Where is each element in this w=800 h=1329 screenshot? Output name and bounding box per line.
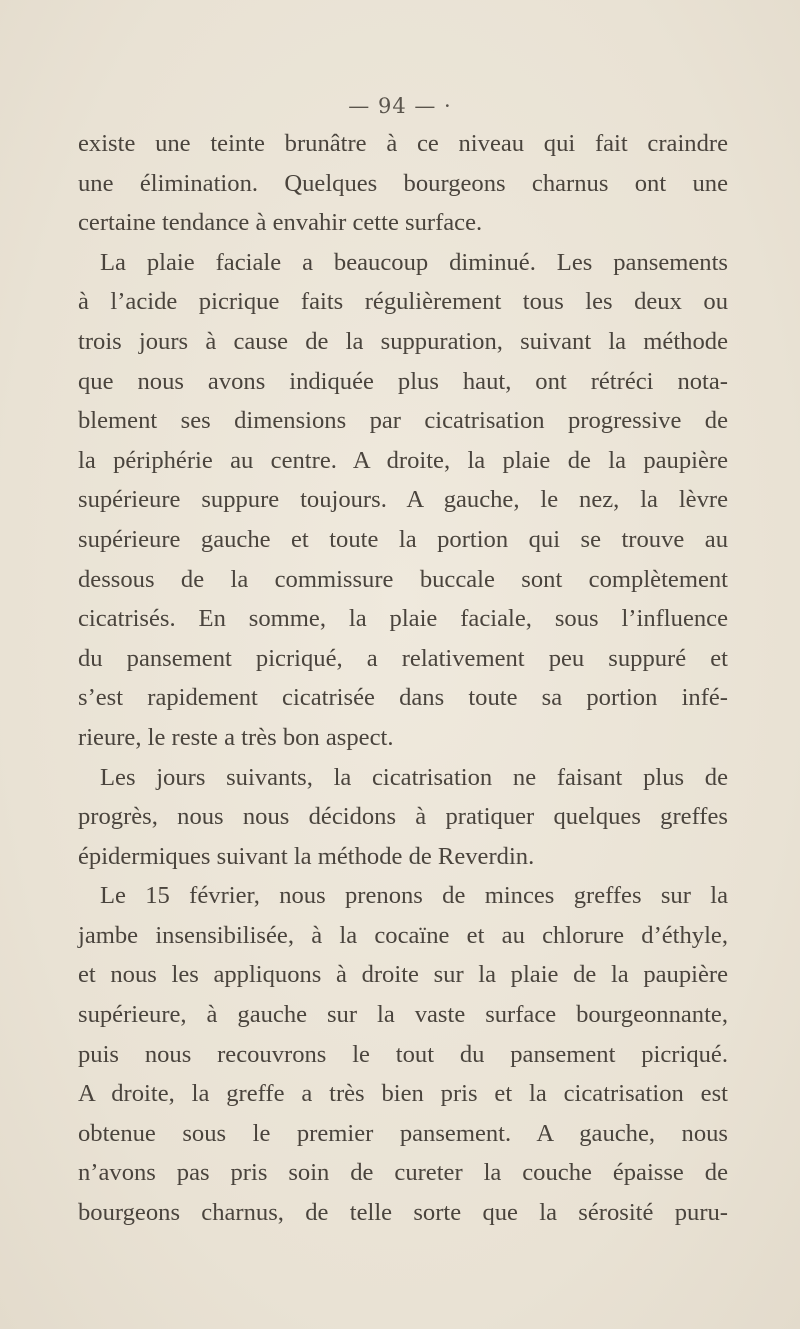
text-line: la périphérie au centre. A droite, la plaie de la paupière: [78, 446, 728, 474]
text-line: Le 15 février, nous prenons de minces greffes sur la: [100, 882, 728, 910]
text-line: dessous de la commissure buccale sont complètement: [78, 565, 728, 593]
text-line: blement ses dimensions par cicatrisation progressive de: [78, 407, 728, 435]
text-line: progrès, nous nous décidons à pratiquer quelques greffes: [78, 803, 728, 831]
text-line: existe une teinte brunâtre à ce niveau qui fait craindre: [78, 130, 728, 157]
text-line: La plaie faciale a beaucoup diminué. Les pansements: [100, 248, 728, 276]
text-line: supérieure suppure toujours. A gauche, le nez, la lèvre: [78, 486, 728, 514]
text-line: obtenue sous le premier pansement. A gauche, nous: [78, 1119, 728, 1147]
text-line: et nous les appliquons à droite sur la plaie de la paupière: [78, 961, 728, 989]
text-line: supérieure gauche et toute la portion qui se trouve au: [78, 525, 728, 553]
text-line: trois jours à cause de la suppuration, suivant la méthode: [78, 327, 728, 355]
text-line: cicatrisés. En somme, la plaie faciale, sous l’influence: [78, 605, 728, 633]
text-line: rieure, le reste a très bon aspect.: [78, 723, 394, 751]
text-line: à l’acide picrique faits régulièrement tous les deux ou: [78, 288, 728, 316]
text-line: que nous avons indiquée plus haut, ont rétréci nota-: [78, 367, 728, 395]
page-number: — 94 — ·: [348, 94, 452, 118]
text-line: supérieure, à gauche sur la vaste surface bourgeonnante,: [78, 1001, 728, 1029]
text-line: certaine tendance à envahir cette surface.: [78, 209, 483, 237]
text-line: Les jours suivants, la cicatrisation ne faisant plus de: [100, 763, 728, 791]
text-line: n’avons pas pris soin de cureter la couche épaisse de: [78, 1159, 728, 1187]
body-text: [78, 124, 728, 1233]
text-line: s’est rapidement cicatrisée dans toute sa portion infé-: [78, 684, 728, 712]
text-line: jambe insensibilisée, à la cocaïne et au chlorure d’éthyle,: [78, 921, 728, 949]
text-line: bourgeons charnus, de telle sorte que la sérosité puru-: [78, 1199, 728, 1227]
text-line: épidermiques suivant la méthode de Reverdin.: [78, 842, 535, 870]
text-line: du pansement picriqué, a relativement peu suppuré et: [78, 644, 728, 672]
text-line: puis nous recouvrons le tout du pansement picriqué.: [78, 1040, 728, 1068]
text-line: A droite, la greffe a très bien pris et la cicatrisation est: [78, 1080, 728, 1108]
text-line: une élimination. Quelques bourgeons charnus ont une: [78, 169, 728, 197]
